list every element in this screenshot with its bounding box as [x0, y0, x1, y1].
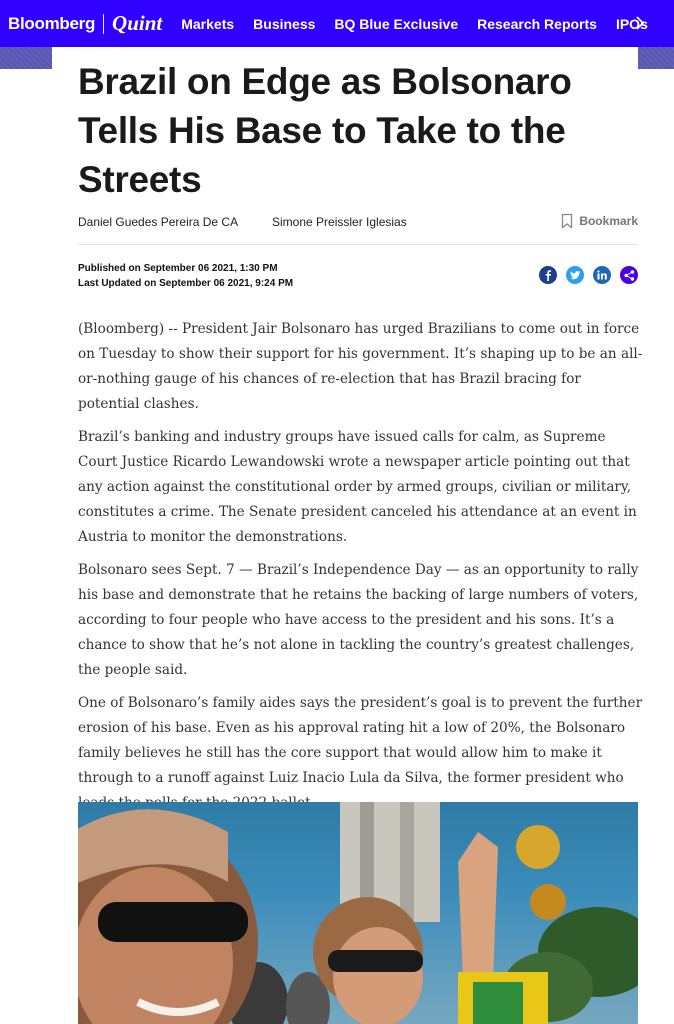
- article-paragraph: Bolsonaro sees Sept. 7 — Brazil’s Independence Day — as an opportunity to rally his base and demonstrate that he retains the backing of large numbers of voters, according to four people who have access to the president and his sons. It’s a chance to show that he’s not alone in tackling the country’s greatest challenges, the people said.: [78, 562, 639, 678]
- site-logo[interactable]: [8, 0, 162, 47]
- nav-item-bq-blue-exclusive[interactable]: BQ Blue Exclusive: [334, 15, 459, 32]
- logo-bloomberg: Bloomberg: [8, 13, 96, 33]
- nav-item-research-reports[interactable]: Research Reports: [477, 15, 597, 32]
- share-bar: [530, 266, 638, 284]
- article-photo: [78, 802, 638, 1024]
- bookmark-button[interactable]: [561, 213, 638, 229]
- linkedin-icon[interactable]: [593, 266, 611, 284]
- share-icon[interactable]: [620, 266, 638, 284]
- byline-divider: [78, 244, 638, 245]
- nav-menu: [181, 16, 667, 32]
- article-photo-image: [78, 802, 638, 1024]
- left-page-margin: [0, 47, 52, 69]
- author-link[interactable]: Daniel Guedes Pereira De CA: [78, 215, 239, 229]
- author-link[interactable]: Simone Preissler Iglesias: [272, 215, 407, 229]
- publish-meta: [78, 261, 293, 291]
- nav-item-markets[interactable]: Markets: [181, 15, 235, 32]
- published-label: Published on: [78, 263, 141, 274]
- article-headline: Brazil on Edge as Bolsonaro Tells His Base to Take to the Streets: [78, 61, 572, 200]
- updated-label: Last Updated on: [78, 278, 157, 289]
- nav-item-business[interactable]: Business: [253, 15, 316, 32]
- bookmark-icon: [561, 213, 573, 229]
- updated-date: September 06 2021, 9:24 PM: [159, 278, 294, 289]
- byline: [78, 215, 638, 235]
- logo-quint: Quint: [112, 11, 163, 35]
- article-paragraph: One of Bolsonaro’s family aides says the president’s goal is to prevent the further erosion of his base. Even as his approval rating hit a low of 20%, the Bolsonaro family believes he still has the core support that would allow him to make it through to a runoff against Luiz Inacio Lula da Silva, the former president who: [78, 695, 643, 786]
- article: [52, 47, 643, 1024]
- logo-divider: [103, 14, 104, 34]
- article-paragraph: Brazil’s banking and industry groups have issued calls for calm, as Supreme Court Justice Ricardo Lewandowski wrote a newspaper article pointing out that any action against the constitutional order by armed groups, civilian or military, constitutes a crime. The Senate president canceled his attendance at an event in Austria to monitor the demonstrations.: [78, 429, 637, 545]
- top-nav-bar: [0, 0, 674, 47]
- article-paragraph: (Bloomberg) -- President Jair Bolsonaro has urged Brazilians to come out in force on Tuesday to show their support for his government. It’s shaping up to be an all-or-nothing gauge of his chances of re-election that has Brazil bracing for potential clashes.: [78, 321, 643, 412]
- right-page-margin: [638, 47, 674, 69]
- bookmark-label: Bookmark: [579, 214, 638, 228]
- published-date: September 06 2021, 1:30 PM: [143, 263, 278, 274]
- chevron-right-icon[interactable]: [630, 13, 650, 33]
- nav-item-ipos[interactable]: IPOs: [615, 15, 648, 32]
- facebook-icon[interactable]: [539, 266, 557, 284]
- twitter-icon[interactable]: [566, 266, 584, 284]
- article-body: [78, 317, 643, 824]
